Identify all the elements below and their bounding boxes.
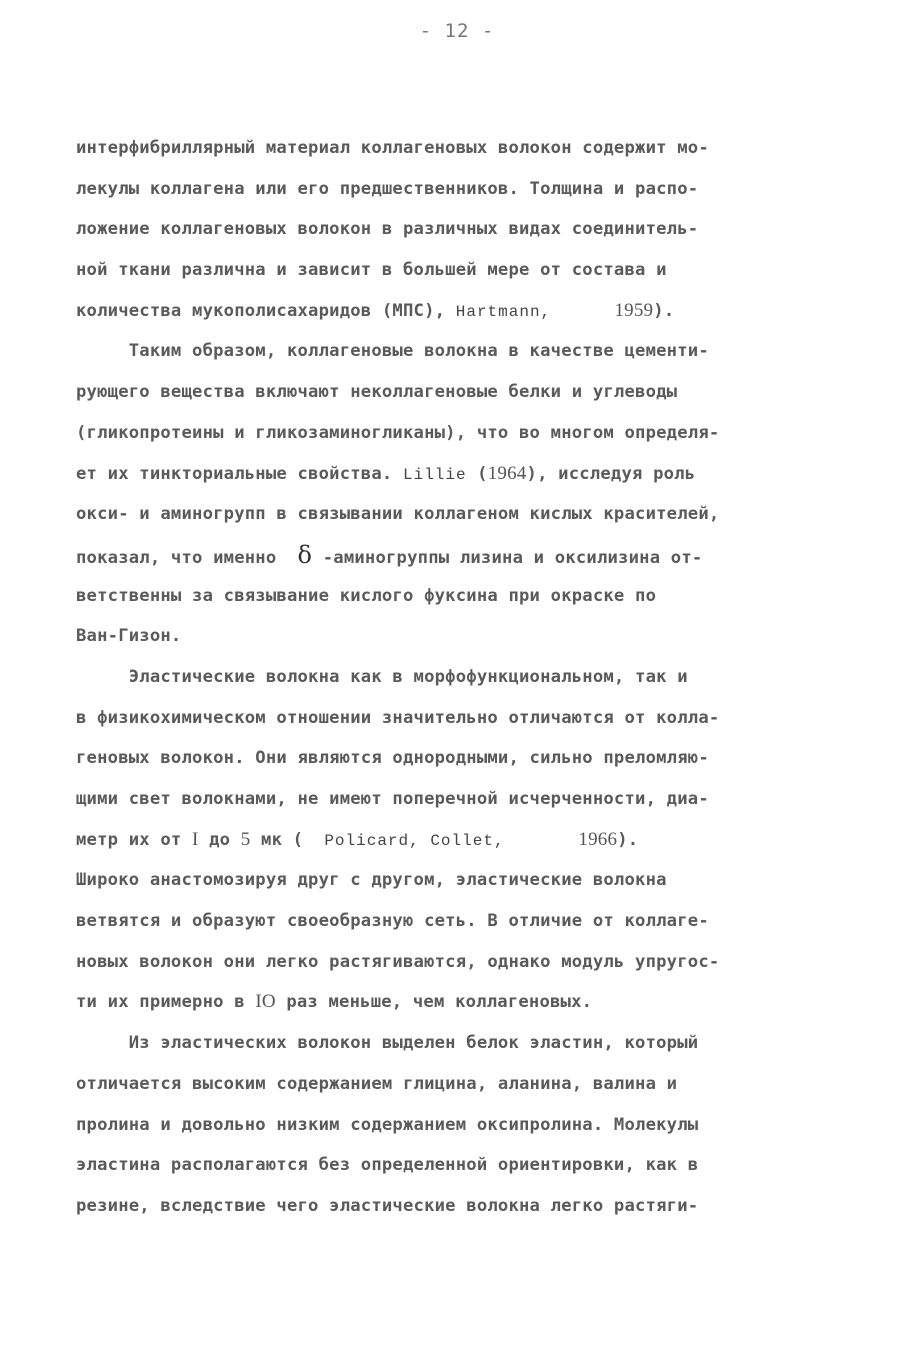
text-fragment: отличается высоким содержанием глицина, аланина, валина и bbox=[76, 1073, 678, 1094]
text-latin: Lillie bbox=[402, 465, 467, 484]
text-fragment: ), исследуя роль bbox=[526, 463, 696, 484]
text-latin: Policard, Collet, bbox=[324, 831, 505, 850]
text-fragment: до bbox=[198, 829, 241, 850]
text-line bbox=[76, 250, 846, 291]
text-line bbox=[76, 576, 846, 617]
text-fragment: в физикохимическом отношении значительно отличаются от колла- bbox=[76, 707, 720, 728]
text-fragment: ( bbox=[466, 463, 488, 484]
text-latin: Hartmann, bbox=[455, 302, 552, 321]
text-line bbox=[76, 413, 846, 454]
text-fragment: ной ткани различна и зависит в большей мере от состава и bbox=[76, 260, 667, 281]
text-fragment: рующего вещества включают неколлагеновые белки и углеводы bbox=[76, 382, 678, 403]
text-line bbox=[76, 1023, 846, 1064]
text-fragment: пролина и довольно низким содержанием оксипролина. Молекулы bbox=[76, 1114, 699, 1135]
text-line bbox=[76, 982, 846, 1023]
text-line bbox=[76, 291, 846, 332]
text-fragment: Таким образом, коллагеновые волокна в качестве цементи- bbox=[76, 341, 709, 362]
text-line bbox=[76, 616, 846, 657]
text-fragment: (гликопротеины и гликозаминогликаны), что во многом определя- bbox=[76, 422, 720, 443]
text-fragment: Ван-Гизон. bbox=[76, 626, 182, 647]
text-fragment: геновых волокон. Они являются однородными, сильно преломляю- bbox=[76, 748, 709, 769]
text-fragment: ет их тинкториальные свойства. bbox=[76, 463, 403, 484]
text-fragment: эластина располагаются без определенной ориентировки, как в bbox=[76, 1155, 699, 1176]
text-line bbox=[76, 1145, 846, 1186]
text-fragment: ветвятся и образуют своеобразную сеть. В отличие от коллаге- bbox=[76, 911, 709, 932]
text-fragment bbox=[505, 830, 579, 850]
text-num: IO bbox=[255, 991, 276, 1013]
text-line bbox=[76, 535, 846, 576]
text-fragment: Из эластических волокон выделен белок эластин, который bbox=[76, 1033, 699, 1054]
text-fragment: интерфибриллярный материал коллагеновых волокон содержит мо- bbox=[76, 138, 709, 158]
text-fragment: ти их примерно в bbox=[76, 992, 256, 1013]
text-greek: δ bbox=[297, 540, 313, 569]
text-line bbox=[76, 454, 846, 495]
text-fragment: ). bbox=[653, 300, 675, 321]
text-fragment: метр их от bbox=[76, 829, 193, 850]
text-line bbox=[76, 698, 846, 739]
text-line bbox=[76, 209, 846, 250]
text-fragment: -аминогруппы лизина и оксилизина от- bbox=[312, 547, 703, 568]
text-fragment: ложение коллагеновых волокон в различных видах соединитель- bbox=[76, 219, 699, 240]
text-line bbox=[76, 1064, 846, 1105]
text-fragment: мк ( bbox=[250, 829, 325, 850]
text-line bbox=[76, 860, 846, 901]
text-fragment: показал, что именно bbox=[76, 547, 298, 568]
text-line bbox=[76, 657, 846, 698]
text-line bbox=[76, 372, 846, 413]
text-num: 5 bbox=[240, 828, 251, 850]
text-fragment: ветственны за связывание кислого фуксина при окраске по bbox=[76, 585, 657, 606]
text-fragment: щими свет волокнами, не имеют поперечной исчерченности, диа- bbox=[76, 789, 709, 809]
text-line bbox=[76, 901, 846, 942]
text-num: I bbox=[192, 828, 199, 850]
text-fragment: раз меньше, чем коллагеновых. bbox=[275, 992, 593, 1013]
text-line bbox=[76, 494, 846, 535]
text-line bbox=[76, 1186, 846, 1227]
text-fragment: лекулы коллагена или его предшественников. Толщина и распо- bbox=[76, 178, 699, 199]
text-line bbox=[76, 1105, 846, 1146]
text-line bbox=[76, 942, 846, 983]
text-line bbox=[76, 331, 846, 372]
text-fragment: новых волокон они легко растягиваются, однако модуль упругос- bbox=[76, 951, 720, 972]
text-num: 1959 bbox=[614, 299, 654, 321]
text-num: 1964 bbox=[487, 462, 527, 484]
body-text bbox=[76, 128, 846, 1227]
text-line bbox=[76, 779, 846, 820]
text-fragment: Широко анастомозируя друг с другом, эластические волокна bbox=[76, 870, 667, 891]
text-fragment: количества мукополисахаридов (МПС), bbox=[76, 300, 456, 321]
text-fragment: резине, вследствие чего эластические волокна легко растяги- bbox=[76, 1195, 699, 1216]
text-fragment: окси- и аминогрупп в связывании коллагеном кислых красителей, bbox=[76, 504, 720, 525]
text-fragment bbox=[551, 301, 614, 321]
text-line bbox=[76, 820, 846, 861]
text-fragment: ). bbox=[617, 829, 639, 850]
text-num: 1966 bbox=[578, 828, 618, 850]
text-line bbox=[76, 128, 846, 169]
text-line bbox=[76, 738, 846, 779]
page-number: - 12 - bbox=[419, 20, 495, 42]
text-line bbox=[76, 169, 846, 210]
text-fragment: Эластические волокна как в морфофункциональном, так и bbox=[76, 666, 688, 687]
